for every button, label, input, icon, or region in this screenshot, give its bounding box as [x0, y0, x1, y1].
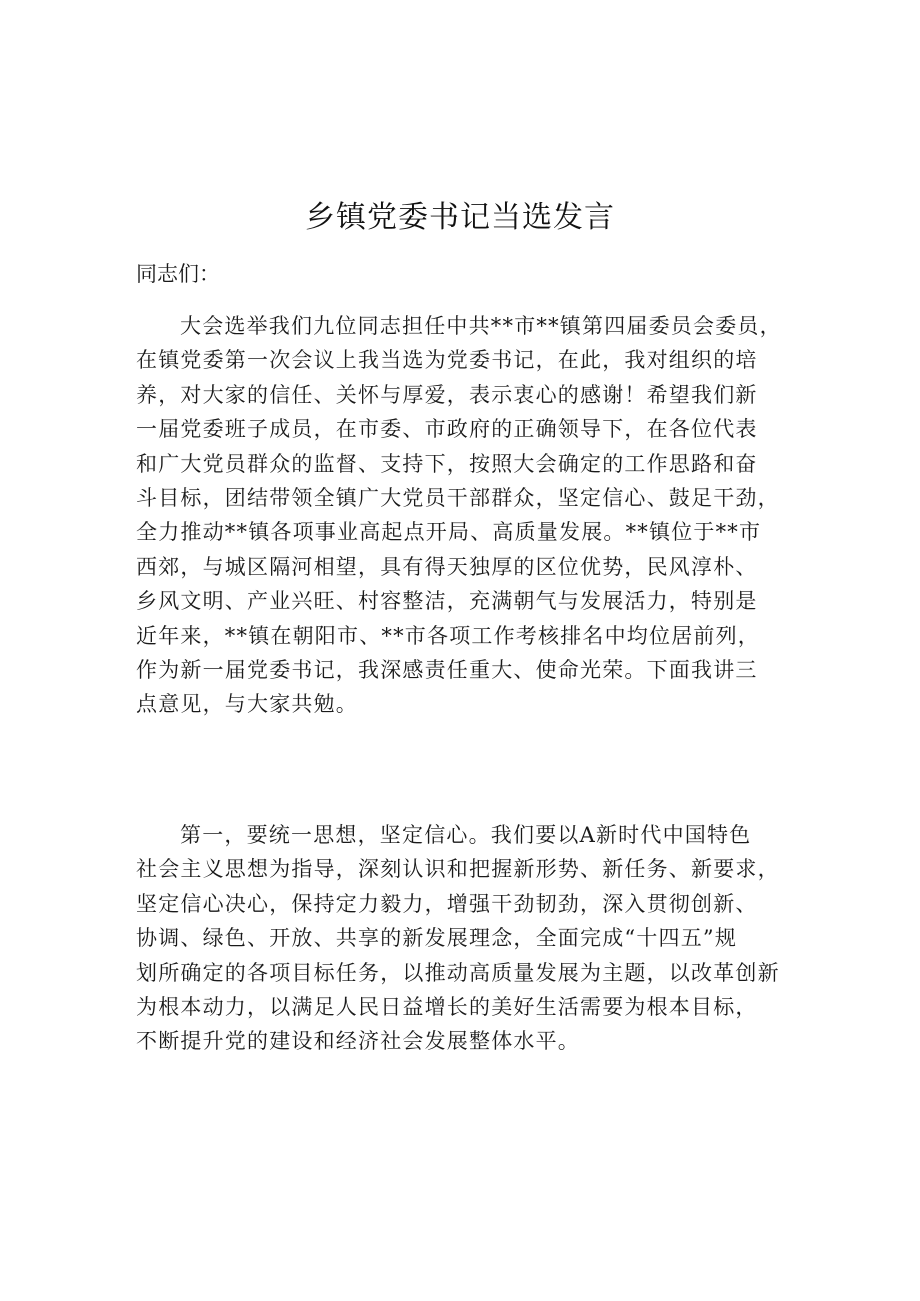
salutation: 同志们：	[136, 262, 220, 286]
paragraph-2	[136, 818, 800, 1059]
paragraph-line: 不断提升党的建设和经济社会发展整体水平。	[136, 1029, 580, 1054]
paragraph-1	[136, 309, 800, 722]
paragraph-line: 坚定信心决心，保持定力毅力，增强干劲韧劲，深入贯彻创新、	[136, 891, 758, 916]
paragraph-line: 作为新一届党委书记，我深感责任重大、使命光荣。下面我讲三	[136, 658, 758, 683]
document-title: 乡镇党委书记当选发言	[305, 200, 615, 235]
paragraph-line: 全力推动**镇各项事业高起点开局、高质量发展。**镇位于**市	[136, 520, 762, 545]
paragraph-line: 西郊，与城区隔河相望，具有得天独厚的区位优势，民风淳朴、	[136, 554, 758, 579]
paragraph-line: 第一，要统一思想，坚定信心。我们要以A新时代中国特色	[180, 823, 752, 847]
paragraph-line: 一届党委班子成员，在市委、市政府的正确领导下，在各位代表	[136, 417, 758, 442]
paragraph-line: 大会选举我们九位同志担任中共**市**镇第四届委员会委员，	[180, 314, 782, 338]
paragraph-line: 和广大党员群众的监督、支持下，按照大会确定的工作思路和奋	[136, 451, 758, 476]
paragraph-line: 划所确定的各项目标任务，以推动高质量发展为主题，以改革创新	[136, 960, 780, 985]
paragraph-line: 斗目标，团结带领全镇广大党员干部群众，坚定信心、鼓足干劲，	[136, 486, 780, 511]
paragraph-line: 点意见，与大家共勉。	[136, 692, 358, 717]
paragraph-line: 协调、绿色、开放、共享的新发展理念，全面完成“十四五”规	[136, 926, 738, 951]
paragraph-line: 社会主义思想为指导，深刻认识和把握新形势、新任务、新要求，	[136, 857, 780, 882]
paragraph-line: 养，对大家的信任、关怀与厚爱，表示衷心的感谢！希望我们新	[136, 382, 758, 407]
paragraph-line: 为根本动力，以满足人民日益增长的美好生活需要为根本目标，	[136, 995, 758, 1020]
paragraph-line: 近年来，**镇在朝阳市、**市各项工作考核排名中均位居前列，	[136, 623, 760, 648]
paragraph-line: 在镇党委第一次会议上我当选为党委书记，在此，我对组织的培	[136, 348, 758, 373]
paragraph-line: 乡风文明、产业兴旺、村容整洁，充满朝气与发展活力，特别是	[136, 589, 758, 614]
